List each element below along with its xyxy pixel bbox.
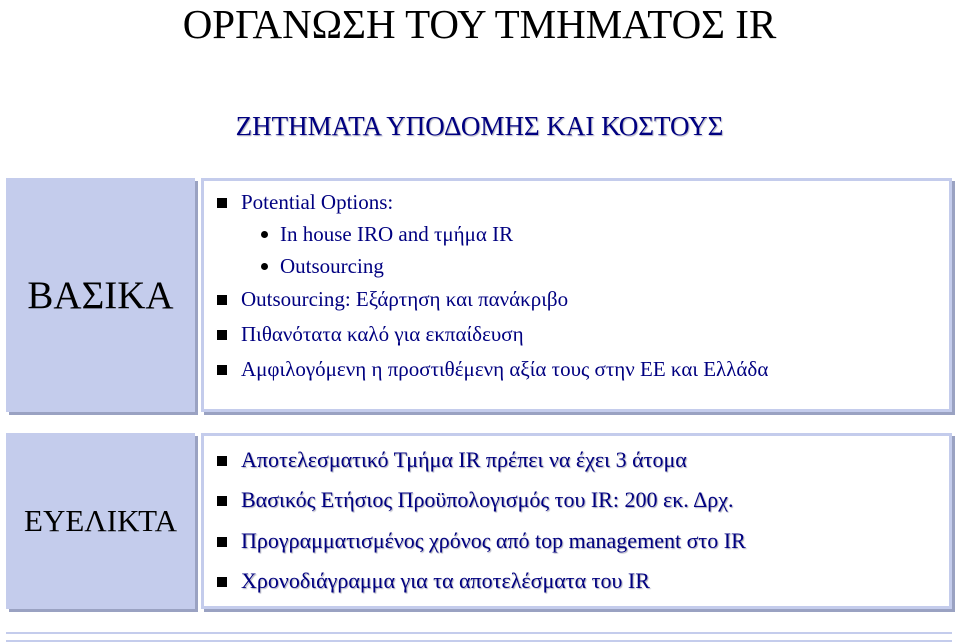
bottom-divider bbox=[6, 632, 952, 642]
section-panel bbox=[201, 433, 952, 609]
panel-content bbox=[204, 181, 949, 409]
sub-bullet-item: In house IRO and τμήμα IR bbox=[261, 221, 513, 247]
bullet-item: Αποτελεσματικό Τμήμα IR πρέπει να έχει 3 άτομα bbox=[217, 446, 687, 474]
dot-bullet-icon bbox=[261, 263, 268, 270]
square-bullet-icon bbox=[217, 537, 227, 547]
section-label: ΕΥΕΛΙΚΤΑ bbox=[6, 433, 195, 609]
section-label: ΒΑΣΙΚΑ bbox=[6, 178, 195, 412]
square-bullet-icon bbox=[217, 496, 227, 506]
sub-bullet-item: Outsourcing bbox=[261, 253, 384, 279]
section-panel bbox=[201, 178, 952, 412]
bullet-item: Πιθανότατα καλό για εκπαίδευση bbox=[217, 321, 524, 347]
section-flexible bbox=[6, 433, 952, 609]
square-bullet-icon bbox=[217, 577, 227, 587]
square-bullet-icon bbox=[217, 456, 227, 466]
dot-bullet-icon bbox=[261, 231, 268, 238]
page-subtitle: ΖΗΤΗΜΑΤΑ ΥΠΟΔΟΜΗΣ ΚΑΙ ΚΟΣΤΟΥΣ bbox=[235, 111, 724, 141]
square-bullet-icon bbox=[217, 295, 227, 305]
bullet-item: Προγραμματισμένος χρόνος από top management στο IR bbox=[217, 527, 746, 555]
section-basic bbox=[6, 178, 952, 412]
bullet-item: Outsourcing: Εξάρτηση και πανάκριβο bbox=[217, 286, 568, 312]
page-title: ΟΡΓΑΝΩΣΗ ΤΟΥ ΤΜΗΜΑΤΟΣ IR bbox=[182, 1, 777, 47]
square-bullet-icon bbox=[217, 365, 227, 375]
square-bullet-icon bbox=[217, 330, 227, 340]
bullet-item: Χρονοδιάγραμμα για τα αποτελέσματα του IR bbox=[217, 567, 650, 595]
square-bullet-icon bbox=[217, 198, 227, 208]
bullet-item: Αμφιλογόμενη η προστιθέμενη αξία τους στην ΕΕ και Ελλάδα bbox=[217, 356, 768, 382]
bullet-item: Potential Options: bbox=[217, 189, 393, 215]
panel-content bbox=[204, 436, 949, 606]
bullet-item: Βασικός Ετήσιος Προϋπολογισμός του IR: 200 εκ. Δρχ. bbox=[217, 486, 733, 514]
